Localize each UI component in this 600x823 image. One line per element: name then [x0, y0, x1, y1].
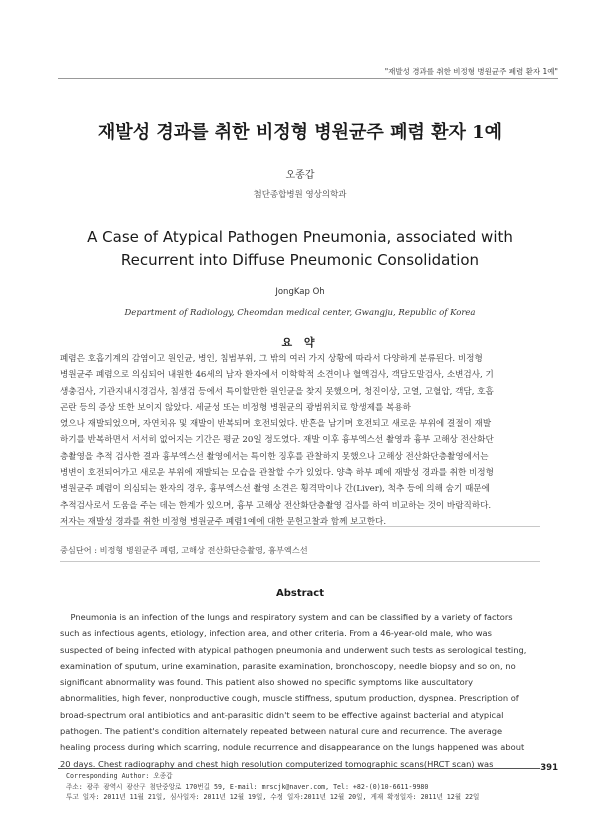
english-abstract-line: abnormalities, high fever, nonproductive cough, muscle stiffness, sputum production, dyspnea. Prescription of	[60, 693, 519, 704]
english-title: A Case of Atypical Pathogen Pneumonia, associated with Recurrent into Diffuse Pneumonic Consolidation	[87, 228, 513, 269]
korean-abstract-line: 병변이 호전되어가고 새로운 부위에 재발되는 모습을 관찰할 수가 있었다. 양측 하부 폐에 재발성 경과를 취한 비정형	[60, 468, 494, 479]
english-abstract-line: significant abnormality was found. This patient also showed no specific symptoms like auscultatory	[60, 677, 474, 688]
english-affiliation: Department of Radiology, Cheomdan medical center, Gwangju, Republic of Korea	[124, 308, 476, 318]
korean-abstract-line: 생충검사, 기관지내시경검사, 침생검 등에서 특이할만한 원인균을 찾지 못했으며, 청진이상, 고열, 고혈압, 객담, 호흡	[60, 386, 494, 397]
korean-abstract-body	[60, 351, 540, 530]
english-abstract-heading: Abstract	[275, 588, 325, 599]
korean-abstract-line: 하기를 반복하면서 서서히 없어지는 기간은 평균 20일 정도였다. 재발 이후 흉부엑스선 촬영과 흉부 고해상 전산화단	[60, 435, 494, 446]
korean-author: 오종갑	[285, 170, 315, 181]
running-header: "재발성 경과를 취한 비정형 병원균주 폐렴 환자 1예"	[384, 67, 558, 76]
korean-affiliation: 첨단종합병원 영상의학과	[253, 190, 347, 200]
english-abstract-line: healing process during which scarring, nodule recurrence and disappearance on the lungs happened was about	[60, 742, 525, 753]
korean-abstract-line: 병원균주 폐렴으로 의심되어 내원한 46세의 남자 환자에서 이학학적 소견이나 혈액검사, 객담도말검사, 소변검사, 기	[60, 370, 494, 381]
english-abstract-line: Pneumonia is an infection of the lungs and respiratory system and can be classified by a variety of factors	[60, 612, 513, 622]
english-abstract-line: examination of sputum, urine examination, parasite examination, bronchoscopy, needle biopsy and so on, no	[60, 660, 516, 671]
footnotes	[66, 771, 536, 803]
english-abstract-line: suspected of being infected with atypical pathogen pneumonia and underwent such tests as serological testing,	[60, 644, 527, 655]
korean-abstract-line: 추적검사로서 도움을 주는 데는 한계가 있으며, 흉부 고해상 전산화단층촬영 검사를 하여 비교하는 것이 바람직하다.	[60, 500, 492, 511]
footer-divider	[58, 768, 540, 769]
korean-abstract-heading: 요 약	[281, 336, 319, 349]
korean-abstract-line: 였으나 재발되었으며, 자연치유 및 재발이 반복되며 호전되었다. 반흔을 남기며 호전되고 새로운 부위에 결절이 재발	[60, 419, 492, 430]
keywords-bottom-divider	[60, 561, 540, 562]
corresponding-author-note: Corresponding Author: 오종갑	[66, 772, 173, 780]
english-abstract-line: pathogen. The patient's condition alternately repeated between natural cure and recurrence. The average	[60, 726, 503, 737]
english-abstract-line: such as infectious agents, etiology, infection area, and other criteria. From a 46-year-old male, who was	[60, 628, 492, 639]
korean-abstract-line: 곤란 등의 증상 또한 보이지 않았다. 세균성 또는 비정형 병원균의 광범위치료 항생제를 복용하	[60, 402, 411, 413]
keywords-top-divider	[60, 526, 540, 527]
english-author: JongKap Oh	[275, 287, 325, 297]
page-number: 391	[540, 763, 558, 773]
address-note: 주소: 광주 광역시 광산구 첨단중앙로 170번길 59, E-mail: mrscjk@naver.com, Tel: +82-(0)10-6611-9980	[66, 782, 429, 791]
korean-abstract-line: 층촬영을 추적 검사한 결과 흉부엑스선 촬영에서는 특이한 징후를 관찰하지 못했으나 고해상 전산화단층촬영에서는	[60, 451, 489, 462]
submission-dates-note: 투고 일자: 2011년 11월 21일, 심사일자: 2011년 12월 19일, 수정 일자:2011년 12월 20일, 게재 확정일자: 2011년 12월 22일	[66, 793, 480, 801]
english-abstract-line: 20 days. Chest radiography and chest high resolution computerized tomographic scans(HRCT scan) was	[60, 758, 494, 769]
keywords: 중심단어 : 비정형 병원균주 폐렴, 고해상 전산화단층촬영, 흉부엑스선	[60, 545, 308, 555]
korean-abstract-line: 폐렴은 호흡기계의 감염이고 원인균, 병인, 침범부위, 그 밖의 여러 가지 상황에 따라서 다양하게 분류된다. 비정형	[60, 354, 483, 364]
header-divider	[58, 78, 558, 79]
english-abstract-body	[60, 609, 540, 772]
korean-abstract-line: 저자는 재발성 경과를 취한 비정형 병원균주 폐렴1예에 대한 문헌고찰과 함께 보고한다.	[60, 516, 387, 527]
korean-abstract-line: 병원균주 폐렴이 의심되는 환자의 경우, 흉부엑스선 촬영 소견은 횡격막이나 간(Liver), 척추 등에 의해 숨기 때문에	[60, 484, 490, 495]
korean-title: 재발성 경과를 취한 비정형 병원균주 폐렴 환자 1예	[97, 122, 503, 143]
english-abstract-line: broad-spectrum oral antibiotics and ant-parasitic didn't seem to be effective against bacterial and atypical	[60, 709, 504, 720]
